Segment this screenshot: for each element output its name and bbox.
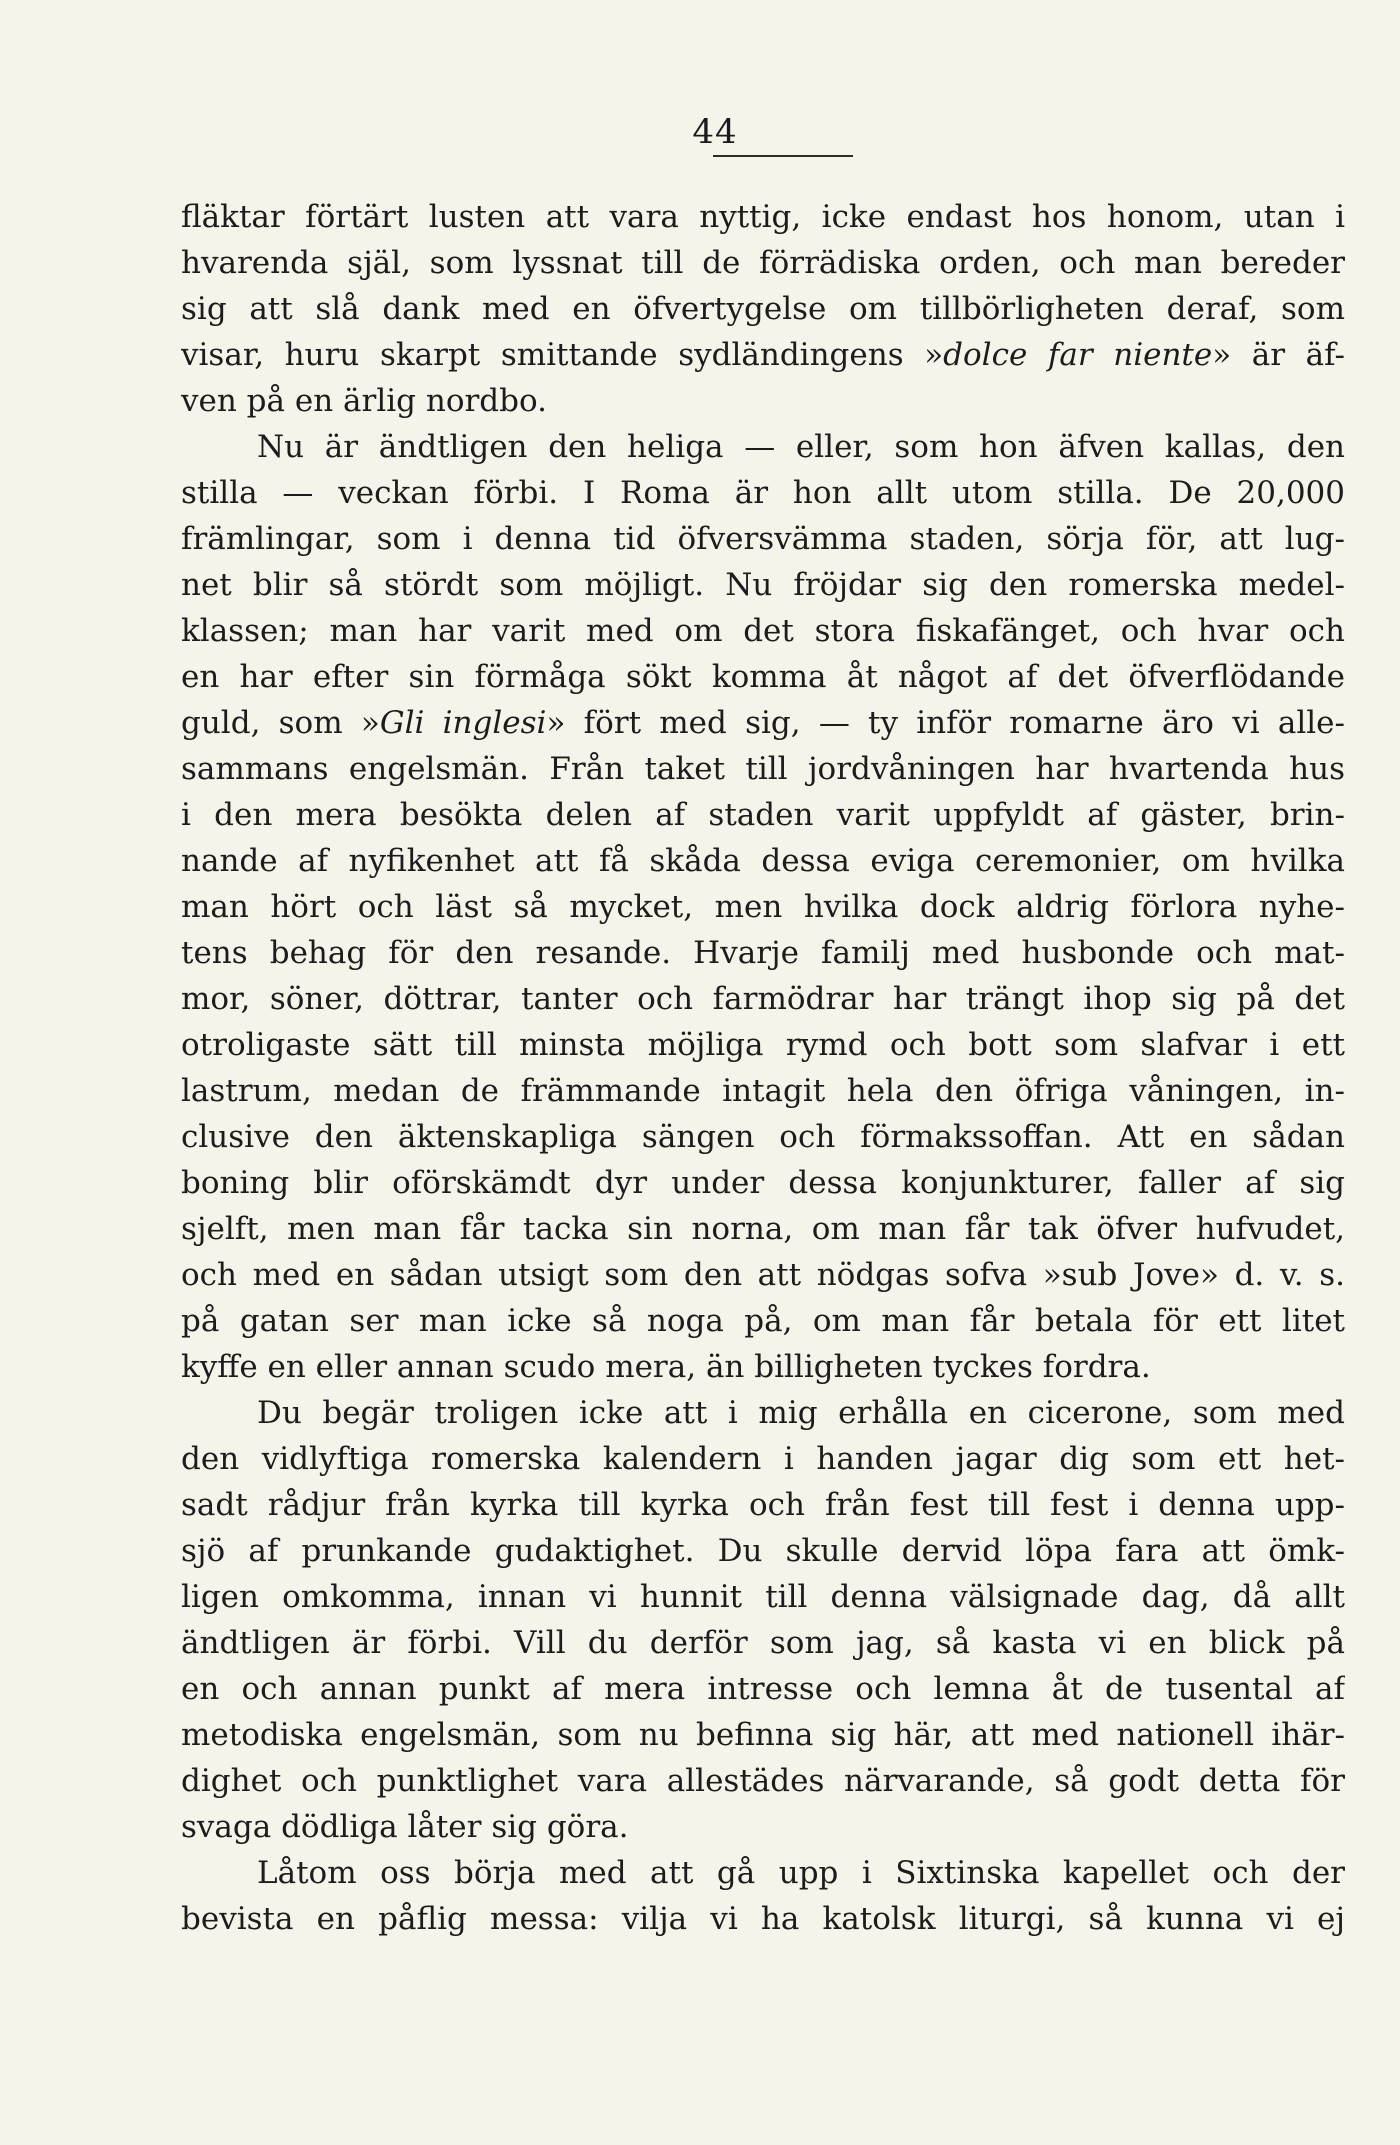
text-line: fläktar förtärt lusten att vara nyttig, icke endast hos honom, utan i bbox=[181, 199, 1345, 235]
text-line: sig att slå dank med en öfvertygelse om tillbörligheten deraf, som bbox=[181, 291, 1345, 327]
text-line: ven på en ärlig nordbo. bbox=[181, 383, 547, 419]
text-line: metodiska engelsmän, som nu befinna sig här, att med nationell ihär- bbox=[181, 1717, 1345, 1753]
text-line: nande af nyfikenhet att få skåda dessa eviga ceremonier, om hvilka bbox=[181, 843, 1345, 879]
text-line: Du begär troligen icke att i mig erhålla en cicerone, som med bbox=[257, 1395, 1345, 1431]
text-line: klassen; man har varit med om det stora fiskafänget, och hvar och bbox=[181, 613, 1345, 649]
text-line: i den mera besökta delen af staden varit uppfyldt af gäster, brin- bbox=[181, 797, 1345, 833]
text-line: sjö af prunkande gudaktighet. Du skulle dervid löpa fara att ömk- bbox=[181, 1533, 1345, 1569]
text-line: man hört och läst så mycket, men hvilka dock aldrig förlora nyhe- bbox=[181, 889, 1345, 925]
text-line: och med en sådan utsigt som den att nödgas sofva »sub Jove» d. v. s. bbox=[181, 1257, 1345, 1293]
text-line: främlingar, som i denna tid öfversvämma staden, sörja för, att lug- bbox=[181, 521, 1345, 557]
text-line: otroligaste sätt till minsta möjliga rymd och bott som slafvar i ett bbox=[181, 1027, 1345, 1063]
text-line: svaga dödliga låter sig göra. bbox=[181, 1809, 629, 1845]
text-line: clusive den äktenskapliga sängen och förmakssoffan. Att en sådan bbox=[181, 1119, 1345, 1155]
text-line: ändtligen är förbi. Vill du derför som jag, så kasta vi en blick på bbox=[181, 1625, 1345, 1661]
text-line: stilla — veckan förbi. I Roma är hon allt utom stilla. De 20,000 bbox=[181, 475, 1345, 511]
text-line: sjelft, men man får tacka sin norna, om man får tak öfver hufvudet, bbox=[181, 1211, 1345, 1247]
text-line: Låtom oss börja med att gå upp i Sixtinska kapellet och der bbox=[257, 1855, 1345, 1891]
text-line: sadt rådjur från kyrka till kyrka och från fest till fest i denna upp- bbox=[181, 1487, 1345, 1523]
text-line: boning blir oförskämdt dyr under dessa konjunkturer, faller af sig bbox=[181, 1165, 1345, 1201]
text-line: hvarenda själ, som lyssnat till de förrädiska orden, och man bereder bbox=[181, 245, 1345, 281]
text-line: kyffe en eller annan scudo mera, än billigheten tyckes fordra. bbox=[181, 1349, 1151, 1385]
text-line: ligen omkomma, innan vi hunnit till denna välsignade dag, då allt bbox=[181, 1579, 1345, 1615]
text-line: en har efter sin förmåga sökt komma åt något af det öfverflödande bbox=[181, 659, 1345, 695]
text-line: sammans engelsmän. Från taket till jordvåningen har hvartenda hus bbox=[181, 751, 1345, 787]
text-line: guld, som »Gli inglesi» fört med sig, — ty inför romarne äro vi alle- bbox=[181, 705, 1345, 741]
header-rule bbox=[713, 155, 853, 157]
text-line: en och annan punkt af mera intresse och lemna åt de tusental af bbox=[181, 1671, 1345, 1707]
text-line: mor, söner, döttrar, tanter och farmödrar har trängt ihop sig på det bbox=[181, 981, 1345, 1017]
text-line: tens behag för den resande. Hvarje familj med husbonde och mat- bbox=[181, 935, 1345, 971]
text-line: net blir så stördt som möjligt. Nu fröjdar sig den romerska medel- bbox=[181, 567, 1345, 603]
text-line: på gatan ser man icke så noga på, om man får betala för ett litet bbox=[181, 1303, 1345, 1339]
text-line: visar, huru skarpt smittande sydländingens »dolce far niente» är äf- bbox=[181, 337, 1345, 373]
text-line: Nu är ändtligen den heliga — eller, som hon äfven kallas, den bbox=[257, 429, 1345, 465]
text-line: bevista en påflig messa: vilja vi ha katolsk liturgi, så kunna vi ej bbox=[181, 1901, 1345, 1937]
text-line: lastrum, medan de främmande intagit hela den öfriga våningen, in- bbox=[181, 1073, 1345, 1109]
text-line: dighet och punktlighet vara allestädes närvarande, så godt detta för bbox=[181, 1763, 1345, 1799]
text-line: den vidlyftiga romerska kalendern i handen jagar dig som ett het- bbox=[181, 1441, 1345, 1477]
body-text bbox=[181, 194, 1345, 1942]
page-number: 44 bbox=[692, 112, 738, 152]
